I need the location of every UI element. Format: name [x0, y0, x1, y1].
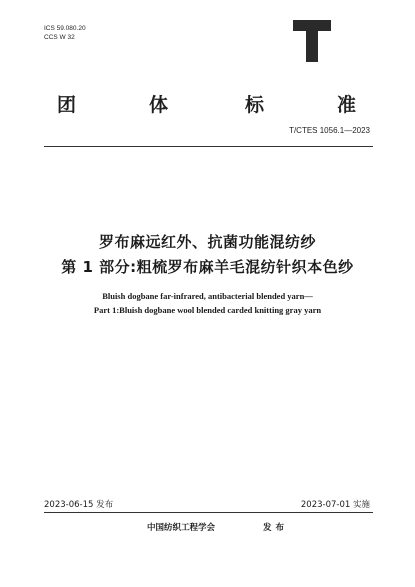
footer-divider: [44, 512, 373, 513]
ccs-code: CCS W 32: [44, 34, 75, 41]
document-type-heading: [0, 90, 415, 116]
standard-number: T/CTES 1056.1—2023: [289, 126, 370, 135]
implementation-date: 2023-07-01 实施: [300, 500, 370, 510]
doc-type-char: 团: [57, 94, 77, 116]
chinese-title-line-2: 第 1 部分:粗梳罗布麻羊毛混纺针织本色纱: [61, 258, 354, 276]
english-title-line-1: Bluish dogbane far-infrared, antibacterial blended yarn—: [102, 291, 313, 301]
publisher-name: 中国纺织工程学会: [147, 523, 216, 533]
standard-t-logo: [293, 20, 331, 62]
doc-type-char: 标: [245, 94, 265, 116]
header-divider: [44, 146, 373, 147]
doc-type-char: 体: [149, 94, 169, 116]
publish-label: 发布: [263, 523, 289, 533]
english-title-line-2: Part 1:Bluish dogbane wool blended carded knitting gray yarn: [93, 305, 322, 315]
ics-code: ICS 59.080.20: [44, 25, 86, 32]
doc-type-char: 准: [337, 94, 357, 116]
issue-date: 2023-06-15 发布: [44, 500, 114, 510]
chinese-title-line-1: 罗布麻远红外、抗菌功能混纺纱: [98, 233, 316, 251]
